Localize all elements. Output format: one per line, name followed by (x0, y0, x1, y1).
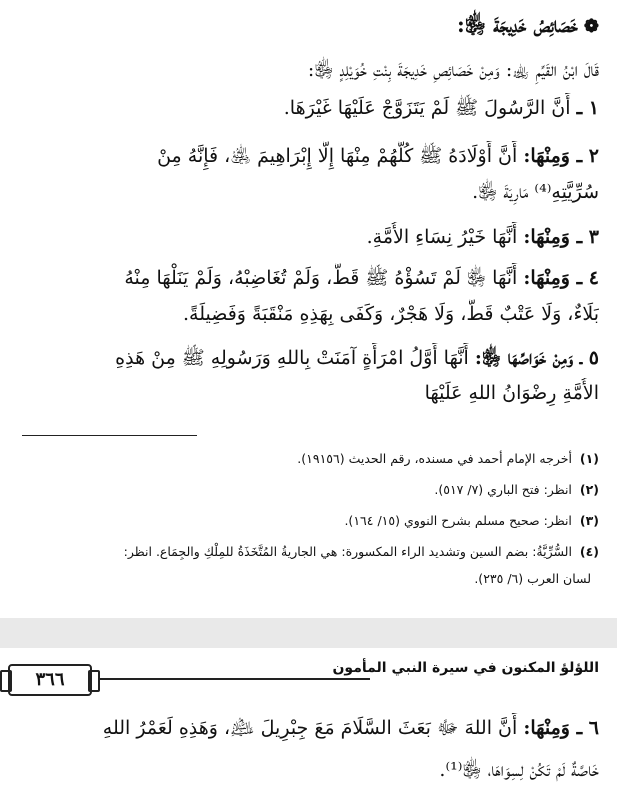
heading-text: خَصَائِصُ خَدِيجَةَ ﵂: (457, 12, 578, 37)
item-lead: ١ ـ (576, 97, 599, 119)
item-lead: ٤ ـ وَمِنْهَا: (523, 267, 599, 289)
item-line (18, 343, 599, 373)
item-text: أَنَّهَا أَوَّلُ امْرَأَةٍ آمَنَتْ بِاللهِ وَرَسُولِهِ ﷺ مِنْ هَذِهِ (115, 347, 469, 369)
item-lead: ٣ ـ وَمِنْهَا: (523, 226, 599, 248)
item-line (18, 263, 599, 293)
item-text: خَاصَّةٌ لَمْ تَكُنْ لِسِوَاهَا، ﵂⁽¹⁾. (439, 759, 599, 781)
item-text: أَنَّ أَوْلَادَهُ ﷺ كُلَّهُمْ مِنْهَا إِلَّا إِبْرَاهِيمَ ﵁، فَإِنَّهُ مِنْ (157, 145, 518, 167)
flower-icon: ❁ (583, 16, 599, 37)
item-line (18, 141, 599, 171)
item-line (18, 222, 599, 252)
footnote-text: لسان العرب (٦/ ٢٣٥). (474, 571, 591, 586)
footnote-number: (١) (579, 451, 599, 466)
footnote (18, 448, 599, 470)
item-text: الأُمَّةِ رِضْوَانُ اللهِ عَلَيْهَا (424, 382, 599, 404)
footnote-separator (22, 435, 197, 436)
item-text: بَلَاءٌ، وَلَا عَتْبٌ قَطُّ، وَلَا هَجْرٌ، وَكَفَى بِهَذِهِ مَنْقَبَةً وَفَضِيلَةً. (182, 303, 599, 325)
item-lead: ٢ ـ وَمِنْهَا: (523, 145, 599, 167)
page-number: ٣٦٦ (8, 664, 92, 696)
item-line (18, 755, 599, 785)
footnote-text: انظر: صحيح مسلم بشرح النووي (١٥/ ١٦٤). (344, 513, 572, 528)
footnote (18, 479, 599, 501)
item-text: سُرِّيَّتِهِ⁽⁴⁾ مَارِيَةَ ﵂. (472, 181, 599, 203)
item-text: أَنَّ الرَّسُولَ ﷺ لَمْ يَتَزَوَّجْ عَلَيْهَا غَيْرَهَا. (283, 97, 571, 119)
section-heading (457, 12, 599, 43)
footnote-number: (٢) (579, 482, 599, 497)
item-text: أَنَّهَا خَيْرُ نِسَاءِ الأُمَّةِ. (366, 226, 518, 248)
item-line (18, 713, 599, 743)
header-rule (100, 678, 370, 680)
item-text: أَنَّ اللهَ ﷻ بَعَثَ السَّلَامَ مَعَ جِبْرِيلَ ﵇، وَهَذِهِ لَعَمْرُ اللهِ (102, 717, 518, 739)
item-line (18, 93, 599, 123)
footnote-text: انظر: فتح الباري (٧/ ٥١٧). (434, 482, 572, 497)
item-line (18, 378, 599, 408)
footnote-text: السُّرِّيَّةُ: بضم السين وتشديد الراء المكسورة: هي الجاريةُ المُتَّخَذَةُ للمِلْكِ والجِمَاع. انظر: (123, 544, 572, 559)
item-line (18, 299, 599, 329)
item-lead: ٦ ـ وَمِنْهَا: (523, 717, 599, 739)
item-line (18, 177, 599, 207)
item-text: أَنَّهَا ﵂ لَمْ تَسُؤْهُ ﷺ قَطُّ، وَلَمْ تُغَاضِبْهُ، وَلَمْ يَنَلْهَا مِنْهُ (124, 267, 518, 289)
footnote-text: أخرجه الإمام أحمد في مسنده، رقم الحديث (١٩١٥٦). (297, 451, 572, 466)
footnote (18, 568, 599, 590)
page-divider (0, 618, 617, 648)
intro-line: قَالَ ابْنُ القَيِّمِ ﵀: وَمِنْ خَصَائِصِ خَدِيجَةَ بِنْتِ خُوَيْلِدٍ ﵂: (307, 59, 599, 81)
running-header-title: اللؤلؤ المكنون في سيرة النبي المأمون (332, 660, 599, 676)
footnote-number: (٣) (579, 513, 599, 528)
footnote (18, 541, 599, 563)
footnote-number: (٤) (579, 544, 599, 559)
item-lead: ٥ ـ وَمِنْ خَوَاصِّهَا ﵂: (474, 347, 599, 369)
footnote (18, 510, 599, 532)
